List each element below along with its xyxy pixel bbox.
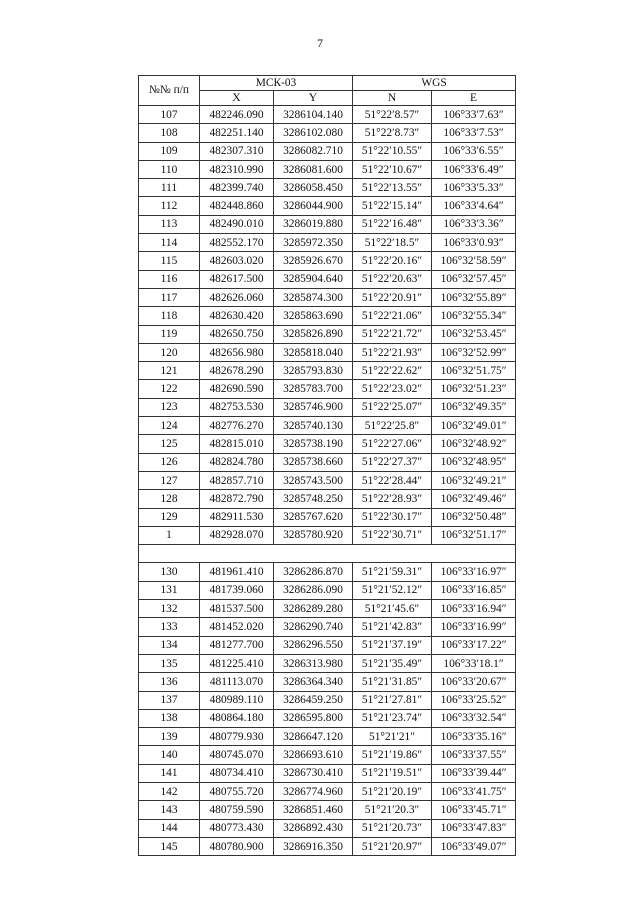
cell-point-number: 125 [139,435,200,453]
cell-point-number: 114 [139,234,200,252]
cell-n: 51°22′28.93″ [353,490,432,508]
cell-e: 106°32′51.17″ [432,526,516,544]
table-body [139,106,516,856]
table-row [139,380,516,398]
separator-cell [139,545,516,563]
cell-x: 480759.590 [200,801,274,819]
cell-x: 480864.180 [200,709,274,727]
cell-y: 3286289.280 [274,600,353,618]
cell-x: 482603.020 [200,252,274,270]
header-group-wgs: WGS [353,76,516,91]
cell-x: 482872.790 [200,490,274,508]
table-row [139,618,516,636]
cell-point-number: 113 [139,215,200,233]
table-row [139,728,516,746]
cell-x: 481739.060 [200,581,274,599]
cell-e: 106°33′35.16″ [432,728,516,746]
cell-x: 482857.710 [200,471,274,489]
cell-y: 3285826.890 [274,325,353,343]
cell-y: 3286044.900 [274,197,353,215]
cell-n: 51°22′18.5″ [353,234,432,252]
cell-x: 482617.500 [200,270,274,288]
cell-point-number: 122 [139,380,200,398]
cell-x: 482815.010 [200,435,274,453]
cell-point-number: 123 [139,398,200,416]
cell-x: 482251.140 [200,124,274,142]
cell-e: 106°33′16.97″ [432,563,516,581]
cell-x: 482307.310 [200,142,274,160]
cell-x: 480773.430 [200,819,274,837]
cell-n: 51°21′59.31″ [353,563,432,581]
cell-e: 106°33′20.67″ [432,673,516,691]
cell-e: 106°32′50.48″ [432,508,516,526]
table-row [139,325,516,343]
cell-point-number: 107 [139,106,200,124]
cell-y: 3285904.640 [274,270,353,288]
cell-point-number: 121 [139,362,200,380]
header-point-number: №№ п/п [139,76,200,106]
cell-x: 480989.110 [200,691,274,709]
header-col-x: X [200,91,274,106]
page-number: 7 [317,36,323,50]
cell-n: 51°22′20.63″ [353,270,432,288]
cell-y: 3286290.740 [274,618,353,636]
cell-n: 51°22′10.67″ [353,160,432,178]
cell-point-number: 119 [139,325,200,343]
cell-y: 3286296.550 [274,636,353,654]
cell-point-number: 1 [139,526,200,544]
cell-n: 51°22′23.02″ [353,380,432,398]
cell-y: 3285743.500 [274,471,353,489]
header-col-e: E [432,91,516,106]
table-row [139,270,516,288]
cell-y: 3286647.120 [274,728,353,746]
cell-x: 480780.900 [200,837,274,855]
cell-n: 51°21′31.85″ [353,673,432,691]
cell-y: 3286286.090 [274,581,353,599]
cell-n: 51°22′15.14″ [353,197,432,215]
cell-e: 106°33′18.1″ [432,654,516,672]
cell-point-number: 127 [139,471,200,489]
table-row [139,600,516,618]
table-row [139,581,516,599]
cell-e: 106°33′0.93″ [432,234,516,252]
cell-x: 482490.010 [200,215,274,233]
cell-n: 51°21′37.19″ [353,636,432,654]
cell-e: 106°32′58.59″ [432,252,516,270]
cell-point-number: 109 [139,142,200,160]
cell-x: 482650.750 [200,325,274,343]
cell-x: 480745.070 [200,746,274,764]
cell-y: 3285793.830 [274,362,353,380]
cell-n: 51°21′27.81″ [353,691,432,709]
cell-y: 3285780.920 [274,526,353,544]
cell-n: 51°21′23.74″ [353,709,432,727]
cell-e: 106°32′51.23″ [432,380,516,398]
cell-e: 106°33′6.49″ [432,160,516,178]
header-col-n: N [353,91,432,106]
cell-point-number: 144 [139,819,200,837]
cell-y: 3285740.130 [274,417,353,435]
cell-n: 51°22′10.55″ [353,142,432,160]
cell-x: 480734.410 [200,764,274,782]
table-row [139,179,516,197]
cell-y: 3286104.140 [274,106,353,124]
table-row [139,526,516,544]
separator-row [139,545,516,563]
table-row [139,343,516,361]
cell-point-number: 145 [139,837,200,855]
table-row [139,307,516,325]
cell-y: 3286286.870 [274,563,353,581]
cell-point-number: 115 [139,252,200,270]
table-row [139,252,516,270]
cell-n: 51°22′30.17″ [353,508,432,526]
table-row [139,673,516,691]
table-row [139,160,516,178]
cell-x: 482656.980 [200,343,274,361]
table-row [139,124,516,142]
cell-point-number: 135 [139,654,200,672]
cell-point-number: 138 [139,709,200,727]
cell-y: 3286019.880 [274,215,353,233]
cell-x: 481277.700 [200,636,274,654]
header-col-y: Y [274,91,353,106]
cell-n: 51°22′21.06″ [353,307,432,325]
cell-e: 106°32′49.46″ [432,490,516,508]
cell-x: 482824.780 [200,453,274,471]
table-row [139,288,516,306]
cell-n: 51°22′13.55″ [353,179,432,197]
cell-e: 106°33′41.75″ [432,782,516,800]
table-row [139,453,516,471]
cell-y: 3285874.300 [274,288,353,306]
table-row [139,362,516,380]
cell-x: 481113.070 [200,673,274,691]
cell-y: 3285746.900 [274,398,353,416]
cell-n: 51°22′22.62″ [353,362,432,380]
cell-n: 51°22′30.71″ [353,526,432,544]
cell-point-number: 139 [139,728,200,746]
cell-point-number: 128 [139,490,200,508]
table-row [139,819,516,837]
cell-n: 51°21′19.86″ [353,746,432,764]
table-row [139,636,516,654]
cell-e: 106°32′51.75″ [432,362,516,380]
cell-y: 3286916.350 [274,837,353,855]
cell-y: 3286851.460 [274,801,353,819]
cell-n: 51°22′8.73″ [353,124,432,142]
cell-e: 106°33′4.64″ [432,197,516,215]
cell-n: 51°22′27.37″ [353,453,432,471]
cell-point-number: 112 [139,197,200,215]
cell-point-number: 133 [139,618,200,636]
cell-x: 482399.740 [200,179,274,197]
cell-y: 3285972.350 [274,234,353,252]
cell-e: 106°33′3.36″ [432,215,516,233]
cell-n: 51°22′21.93″ [353,343,432,361]
cell-e: 106°33′5.33″ [432,179,516,197]
cell-e: 106°33′16.94″ [432,600,516,618]
cell-n: 51°21′45.6″ [353,600,432,618]
cell-e: 106°33′45.71″ [432,801,516,819]
table-row [139,654,516,672]
table-row [139,837,516,855]
cell-e: 106°32′49.01″ [432,417,516,435]
cell-n: 51°21′20.73″ [353,819,432,837]
cell-point-number: 137 [139,691,200,709]
cell-y: 3285818.040 [274,343,353,361]
cell-point-number: 124 [139,417,200,435]
cell-point-number: 132 [139,600,200,618]
cell-point-number: 118 [139,307,200,325]
cell-point-number: 120 [139,343,200,361]
cell-e: 106°33′7.53″ [432,124,516,142]
cell-n: 51°22′8.57″ [353,106,432,124]
cell-e: 106°32′55.34″ [432,307,516,325]
cell-e: 106°33′47.83″ [432,819,516,837]
cell-point-number: 134 [139,636,200,654]
cell-y: 3286102.080 [274,124,353,142]
cell-e: 106°33′32.54″ [432,709,516,727]
cell-y: 3286730.410 [274,764,353,782]
cell-e: 106°32′52.99″ [432,343,516,361]
cell-n: 51°21′20.97″ [353,837,432,855]
table-header [139,76,516,106]
cell-y: 3286081.600 [274,160,353,178]
cell-y: 3286058.450 [274,179,353,197]
cell-y: 3286595.800 [274,709,353,727]
table-row [139,435,516,453]
cell-x: 482753.530 [200,398,274,416]
cell-point-number: 143 [139,801,200,819]
cell-point-number: 140 [139,746,200,764]
table-row [139,417,516,435]
table-row [139,691,516,709]
cell-e: 106°32′57.45″ [432,270,516,288]
cell-x: 480779.930 [200,728,274,746]
cell-n: 51°22′20.91″ [353,288,432,306]
table-row [139,398,516,416]
cell-n: 51°22′25.07″ [353,398,432,416]
cell-point-number: 129 [139,508,200,526]
cell-e: 106°33′16.99″ [432,618,516,636]
cell-x: 481225.410 [200,654,274,672]
cell-point-number: 117 [139,288,200,306]
table-row [139,801,516,819]
table-row [139,746,516,764]
cell-x: 482911.530 [200,508,274,526]
cell-point-number: 126 [139,453,200,471]
cell-y: 3285767.620 [274,508,353,526]
cell-e: 106°33′37.55″ [432,746,516,764]
cell-y: 3286364.340 [274,673,353,691]
cell-n: 51°21′52.12″ [353,581,432,599]
cell-e: 106°33′49.07″ [432,837,516,855]
cell-point-number: 131 [139,581,200,599]
cell-point-number: 110 [139,160,200,178]
cell-e: 106°33′39.44″ [432,764,516,782]
cell-e: 106°32′55.89″ [432,288,516,306]
table-row [139,490,516,508]
cell-n: 51°22′16.48″ [353,215,432,233]
cell-e: 106°33′6.55″ [432,142,516,160]
cell-n: 51°21′42.83″ [353,618,432,636]
table-row [139,709,516,727]
cell-n: 51°21′35.49″ [353,654,432,672]
cell-e: 106°32′53.45″ [432,325,516,343]
coordinates-table [138,75,516,856]
cell-n: 51°22′25.8″ [353,417,432,435]
cell-point-number: 142 [139,782,200,800]
table-row [139,782,516,800]
cell-y: 3286892.430 [274,819,353,837]
cell-e: 106°32′49.21″ [432,471,516,489]
cell-e: 106°33′25.52″ [432,691,516,709]
cell-y: 3285748.250 [274,490,353,508]
cell-y: 3286082.710 [274,142,353,160]
table-row [139,106,516,124]
cell-x: 482928.070 [200,526,274,544]
cell-n: 51°21′21″ [353,728,432,746]
cell-n: 51°21′20.19″ [353,782,432,800]
cell-point-number: 136 [139,673,200,691]
cell-y: 3285783.700 [274,380,353,398]
cell-x: 482310.990 [200,160,274,178]
cell-point-number: 116 [139,270,200,288]
cell-y: 3285738.660 [274,453,353,471]
cell-e: 106°32′48.92″ [432,435,516,453]
cell-x: 482776.270 [200,417,274,435]
cell-x: 482246.090 [200,106,274,124]
table-row [139,508,516,526]
cell-e: 106°32′48.95″ [432,453,516,471]
cell-y: 3286774.960 [274,782,353,800]
cell-x: 482630.420 [200,307,274,325]
cell-x: 481537.500 [200,600,274,618]
table-row [139,215,516,233]
cell-x: 480755.720 [200,782,274,800]
cell-n: 51°22′21.72″ [353,325,432,343]
cell-x: 482690.590 [200,380,274,398]
cell-y: 3285926.670 [274,252,353,270]
cell-point-number: 111 [139,179,200,197]
cell-n: 51°21′20.3″ [353,801,432,819]
cell-n: 51°22′27.06″ [353,435,432,453]
cell-x: 482552.170 [200,234,274,252]
cell-y: 3286313.980 [274,654,353,672]
cell-y: 3286459.250 [274,691,353,709]
table-row [139,764,516,782]
table-row [139,471,516,489]
table-row [139,197,516,215]
cell-point-number: 130 [139,563,200,581]
cell-y: 3285738.190 [274,435,353,453]
cell-n: 51°22′28.44″ [353,471,432,489]
cell-x: 481961.410 [200,563,274,581]
cell-e: 106°33′17.22″ [432,636,516,654]
cell-point-number: 108 [139,124,200,142]
cell-y: 3285863.690 [274,307,353,325]
cell-x: 482448.860 [200,197,274,215]
table-row [139,563,516,581]
table-row [139,234,516,252]
cell-e: 106°32′49.35″ [432,398,516,416]
cell-point-number: 141 [139,764,200,782]
cell-x: 481452.020 [200,618,274,636]
table-row [139,142,516,160]
cell-n: 51°21′19.51″ [353,764,432,782]
cell-x: 482678.290 [200,362,274,380]
cell-e: 106°33′16.85″ [432,581,516,599]
cell-e: 106°33′7.63″ [432,106,516,124]
cell-x: 482626.060 [200,288,274,306]
header-group-msk: МСК-03 [200,76,353,91]
cell-n: 51°22′20.16″ [353,252,432,270]
cell-y: 3286693.610 [274,746,353,764]
